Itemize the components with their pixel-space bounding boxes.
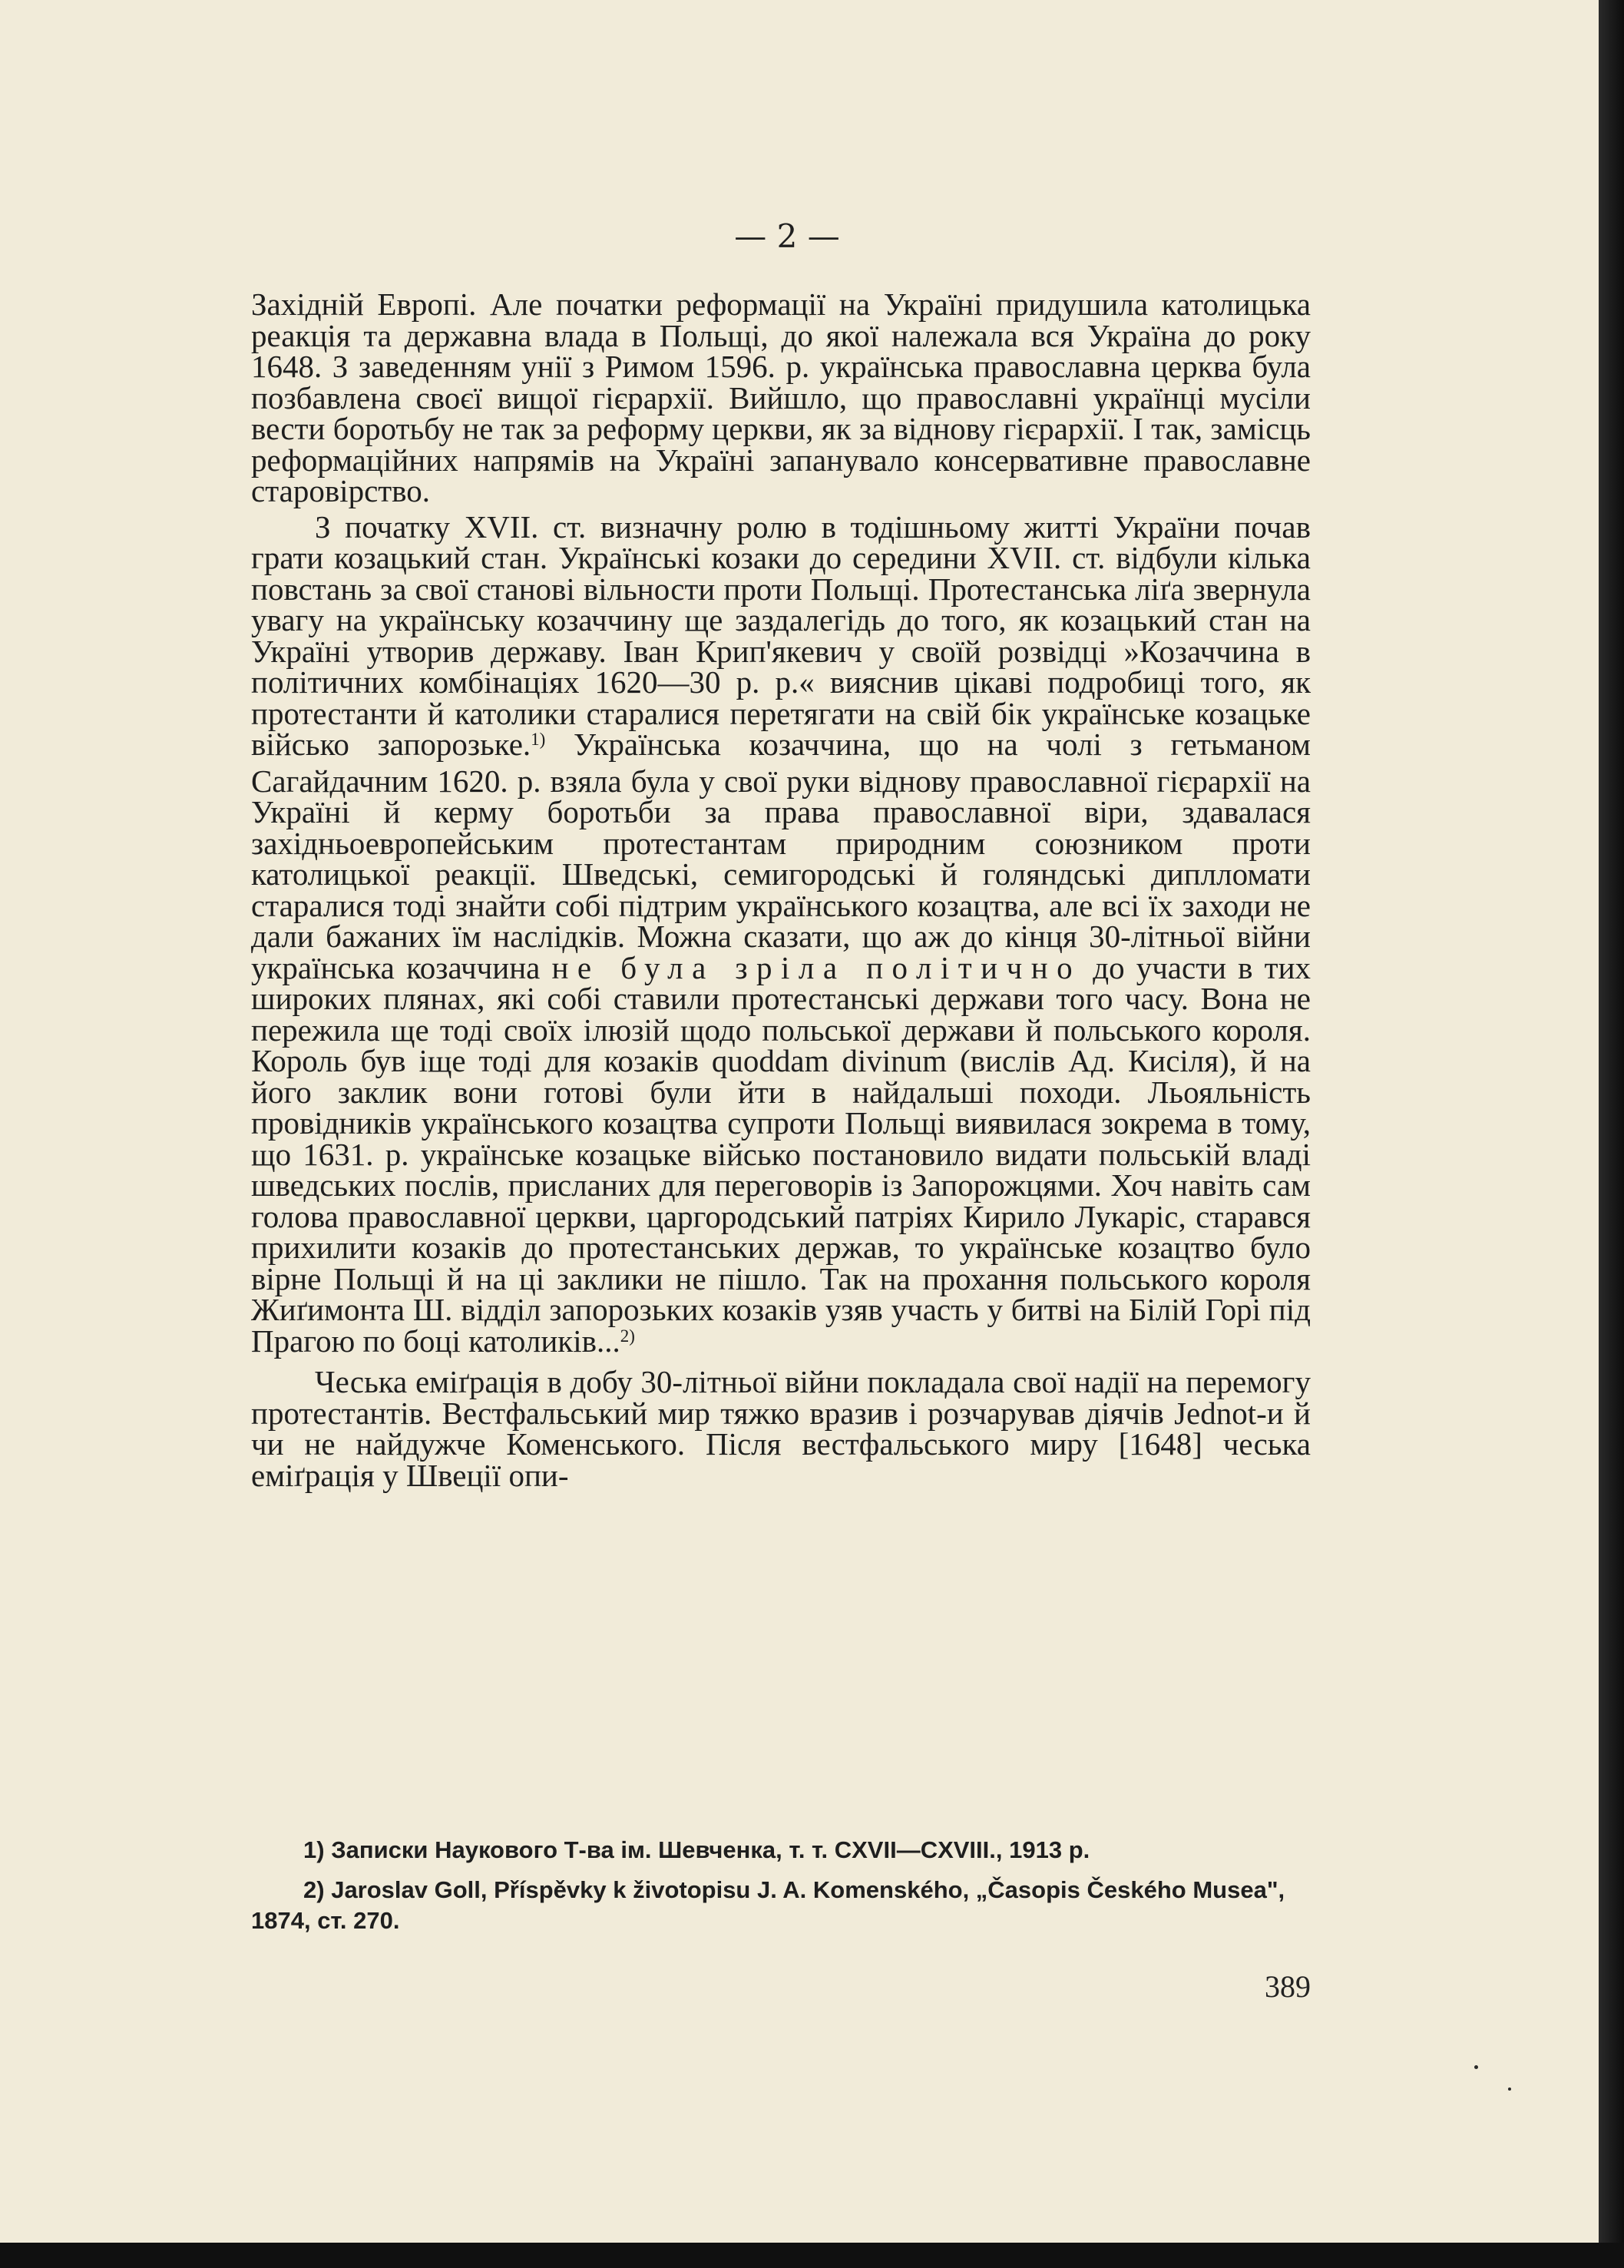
footnote-ref-2: 2) xyxy=(620,1326,635,1346)
spaced-emphasis: не була зріла політично xyxy=(551,949,1082,985)
paragraph-2-continuation-a: Українська козаччина, що на чолі з гетьманом Сагайдачним 1620. р. взяла була у свої руки віднову православної гієрархії на Україні й керму боротьби за права православної віри, здавалася західньоевропейським протестантам природним союзником проти католицької реакції. Шведські, семигородські й голяндські диплломати старалися тоді знайти собі підтрим українського козацтва, але всі їх заходи не дали бажаних їм наслідків. Можна сказати, що аж до кінця 30-літньої війни українська козаччина xyxy=(251,727,1311,985)
footnote-2-text: Jaroslav Goll, Příspěvky k životopisu J. A. Komenského, „Časopis Českého Musea", 1874, ст. 270. xyxy=(251,1876,1285,1934)
paragraph-1: Західній Европі. Але початки реформації на Україні придушила католицька реакція та державна влада в Польщі, до якої належала вся Україна до року 1648. З заведенням унії з Римом 1596. р. українська православна церква була позбавлена своєї вищої гієрархії. Вийшло, що православні українці мусіли вести боротьбу не так за реформу церкви, як за віднову гієрархії. І так, замісць реформаційних напрямів на Україні запанувало консервативне православне старовірство. xyxy=(251,286,1311,508)
footnote-2 xyxy=(251,1875,1311,1936)
footnote-2-mark: 2) xyxy=(303,1876,325,1903)
scan-edge-right xyxy=(1599,0,1624,2268)
paper-speck xyxy=(1508,2088,1511,2091)
paper-speck xyxy=(1474,2065,1478,2069)
scan-edge-bottom xyxy=(0,2243,1624,2268)
paragraph-2-continuation-b: до участи в тих широких плянах, які собі ставили протестанські держави того часу. Вона не пережила ще тоді своїх ілюзій щодо польської держави й польського короля. Король був іще тоді для козаків quoddam divinum (вислів Ад. Кисіля), й на його заклик вони готові були йти в найдальші походи. Льояльність провідників українського козацтва супроти Польщі виявилася зокрема в тому, що 1631. р. українське козацьке військо постановило видати польській владі шведських послів, присланих для переговорів із Запорожцями. Хоч навіть сам голова православної церкви, царгородський патріях Кирило Лукаріс, старався прихилити козаків до протестанських держав, то українське козацтво було вірне Польщі й на ці заклики не пішло. Так на прохання польського короля Жиґимонта Ш. відділ запорозьких козаків узяв участь у битві на Білій Горі під Прагою по боці католиків... xyxy=(251,949,1311,1359)
paragraph-2-text: З початку XVII. ст. визначну ролю в тодішньому житті України почав грати козацький стан. Українські козаки до середини XVII. ст. відбули кілька повстань за свої станові вільности проти Польщі. Протестанська ліґа звернула увагу на українську козаччину ще заздалегідь до того, як козацький стан на Україні утворив державу. Іван Крип'якевич у своїй розвідці »Козаччина в політичних комбінаціях 1620—30 р. р.« вияснив цікаві подробиці того, як протестанти й католики старалися перетягати на свій бік українське козацьке військо запорозьке. xyxy=(251,508,1311,762)
footnote-1-text: Записки Наукового Т-ва ім. Шевченка, т. т. CXVII—CXVIII., 1913 р. xyxy=(331,1836,1090,1863)
footnote-ref-1: 1) xyxy=(531,730,546,749)
paragraph-2 xyxy=(251,508,1311,1362)
footnote-1 xyxy=(251,1835,1311,1866)
footnote-1-mark: 1) xyxy=(303,1836,325,1863)
body-text xyxy=(251,286,1311,1493)
page-number-top: — 2 — xyxy=(734,217,840,255)
folio-number: 389 xyxy=(1265,1969,1311,2004)
footnotes xyxy=(251,1835,1311,1936)
paragraph-3: Чеська еміґрація в добу 30-літньої війни покладала свої надії на перемогу протестантів. Вестфальський мир тяжко вразив і розчарував діячів Jednot-и й чи не найдужче Коменського. Після вестфальського миру [1648] чеська еміґрація у Швеції опи- xyxy=(251,1364,1311,1493)
